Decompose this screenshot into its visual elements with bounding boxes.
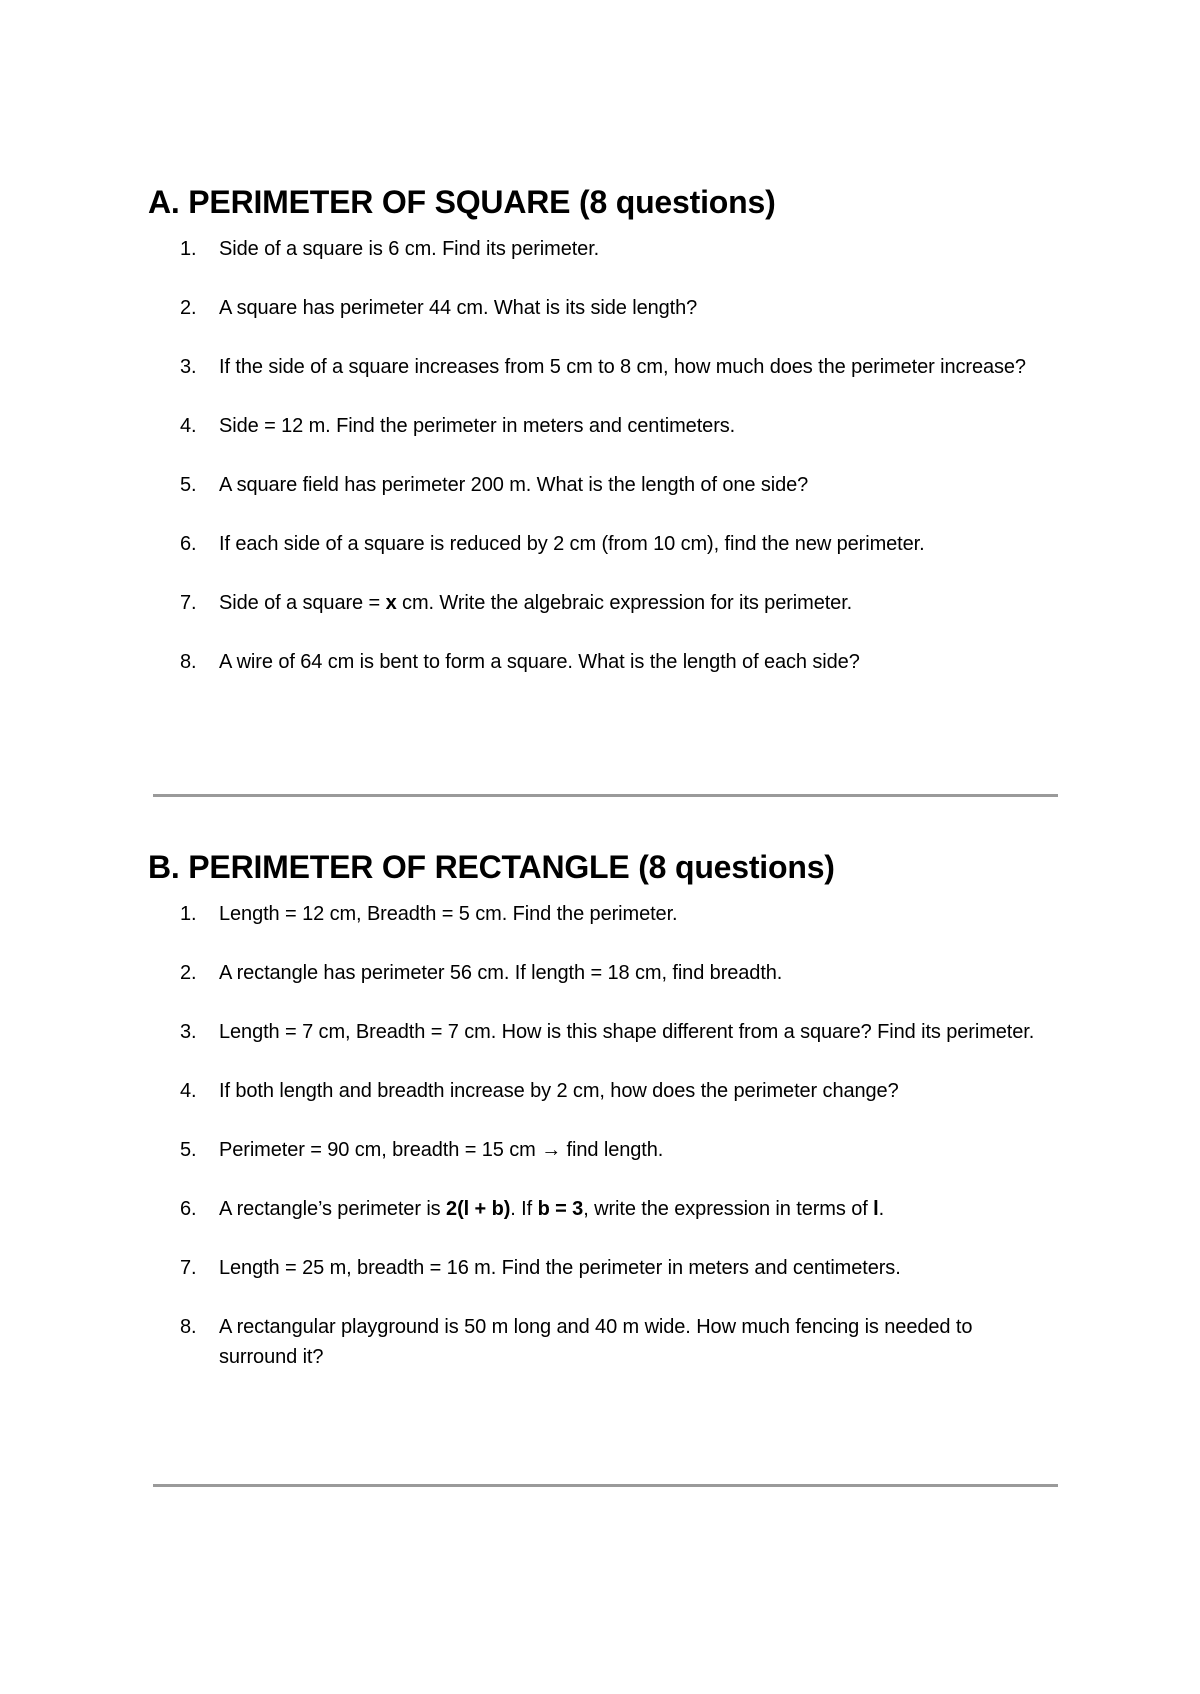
question-text: A square has perimeter 44 cm. What is its side length?	[219, 297, 698, 319]
question-item	[148, 1017, 1048, 1047]
question-text: Perimeter = 90 cm, breadth = 15 cm → find length.	[219, 1139, 664, 1161]
question-number: 8.	[180, 1316, 197, 1338]
question-item	[148, 1253, 1048, 1283]
question-item	[148, 1076, 1048, 1106]
question-item	[148, 588, 1048, 618]
question-text: A rectangular playground is 50 m long and 40 m wide. How much fencing is needed to surround it?	[219, 1316, 973, 1368]
question-text-part: . If	[510, 1198, 538, 1220]
question-text	[219, 1198, 884, 1220]
question-number: 7.	[180, 1257, 197, 1279]
question-item	[148, 958, 1048, 988]
section-b-title: B. PERIMETER OF RECTANGLE (8 questions)	[148, 849, 835, 885]
question-number: 3.	[180, 356, 197, 378]
question-text-part: , write the expression in terms of	[583, 1198, 874, 1220]
question-text: If each side of a square is reduced by 2 cm (from 10 cm), find the new perimeter.	[219, 533, 925, 555]
question-item	[148, 470, 1048, 500]
question-text: Side = 12 m. Find the perimeter in meters and centimeters.	[219, 415, 736, 437]
question-item	[148, 529, 1048, 559]
question-number: 5.	[180, 1139, 197, 1161]
question-formula: 2(l + b)	[446, 1198, 511, 1220]
question-number: 1.	[180, 903, 197, 925]
question-text-part: .	[878, 1198, 885, 1220]
question-number: 8.	[180, 651, 197, 673]
question-number: 1.	[180, 238, 197, 260]
question-text: Length = 12 cm, Breadth = 5 cm. Find the perimeter.	[219, 903, 678, 925]
section-divider	[153, 794, 1058, 797]
question-number: 7.	[180, 592, 197, 614]
question-variable: x	[385, 592, 397, 614]
question-number: 6.	[180, 533, 197, 555]
section-divider	[153, 1484, 1058, 1487]
question-text: Length = 25 m, breadth = 16 m. Find the perimeter in meters and centimeters.	[219, 1257, 901, 1279]
question-item	[148, 411, 1048, 441]
question-item	[148, 647, 1048, 677]
question-text: A rectangle has perimeter 56 cm. If length = 18 cm, find breadth.	[219, 962, 783, 984]
question-item	[148, 1194, 1048, 1224]
question-item	[148, 1135, 1048, 1165]
question-item	[148, 1312, 1048, 1372]
section-perimeter-of-rectangle	[148, 845, 1048, 1401]
question-number: 4.	[180, 1080, 197, 1102]
section-perimeter-of-square	[148, 180, 1048, 706]
question-text-part: cm. Write the algebraic expression for its perimeter.	[396, 592, 853, 614]
question-formula: b = 3	[537, 1198, 584, 1220]
question-text-part: Side of a square =	[219, 592, 386, 614]
section-a-question-list	[148, 234, 1048, 677]
question-item	[148, 234, 1048, 264]
question-text-part: A rectangle’s perimeter is	[219, 1198, 447, 1220]
question-item	[148, 293, 1048, 323]
question-item	[148, 899, 1048, 929]
question-item	[148, 352, 1048, 382]
question-text: Side of a square is 6 cm. Find its perimeter.	[219, 238, 600, 260]
question-text: A square field has perimeter 200 m. What is the length of one side?	[219, 474, 809, 496]
question-number: 5.	[180, 474, 197, 496]
question-number: 6.	[180, 1198, 197, 1220]
question-number: 2.	[180, 962, 197, 984]
question-text	[219, 592, 852, 614]
section-b-question-list	[148, 899, 1048, 1372]
question-number: 3.	[180, 1021, 197, 1043]
question-text: A wire of 64 cm is bent to form a square. What is the length of each side?	[219, 651, 860, 673]
question-variable: l	[873, 1198, 879, 1220]
section-a-title: A. PERIMETER OF SQUARE (8 questions)	[148, 184, 776, 220]
question-text: Length = 7 cm, Breadth = 7 cm. How is this shape different from a square? Find its perimeter.	[219, 1021, 1035, 1043]
question-text: If the side of a square increases from 5 cm to 8 cm, how much does the perimeter increase?	[219, 356, 1026, 378]
question-text: If both length and breadth increase by 2 cm, how does the perimeter change?	[219, 1080, 899, 1102]
question-number: 2.	[180, 297, 197, 319]
question-number: 4.	[180, 415, 197, 437]
